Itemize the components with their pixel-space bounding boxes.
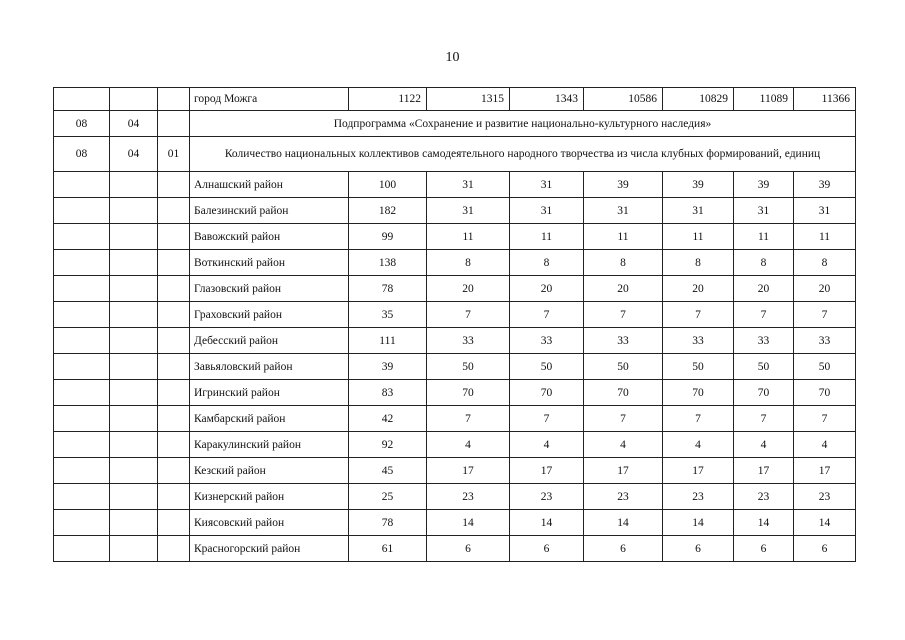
code-cell-1 bbox=[54, 484, 110, 510]
value-cell: 10829 bbox=[663, 88, 734, 111]
code-cell-2 bbox=[110, 88, 158, 111]
table-row bbox=[54, 484, 856, 510]
value-cell: 83 bbox=[349, 380, 427, 406]
value-cell: 39 bbox=[349, 354, 427, 380]
value-cell: 7 bbox=[663, 302, 734, 328]
code-cell-1: 08 bbox=[54, 111, 110, 137]
value-cell: 33 bbox=[510, 328, 584, 354]
value-cell: 61 bbox=[349, 536, 427, 562]
value-cell: 7 bbox=[734, 406, 794, 432]
value-cell: 8 bbox=[794, 250, 856, 276]
value-cell: 70 bbox=[663, 380, 734, 406]
value-cell: 100 bbox=[349, 172, 427, 198]
value-cell: 7 bbox=[510, 302, 584, 328]
value-cell: 33 bbox=[734, 328, 794, 354]
value-cell: 6 bbox=[794, 536, 856, 562]
value-cell: 4 bbox=[663, 432, 734, 458]
table-row bbox=[54, 432, 856, 458]
value-cell: 50 bbox=[510, 354, 584, 380]
table-row bbox=[54, 536, 856, 562]
value-cell: 8 bbox=[510, 250, 584, 276]
code-cell-1 bbox=[54, 510, 110, 536]
code-cell-1 bbox=[54, 250, 110, 276]
code-cell-2 bbox=[110, 276, 158, 302]
value-cell: 20 bbox=[663, 276, 734, 302]
district-name: Игринский район bbox=[190, 380, 349, 406]
value-cell: 11089 bbox=[734, 88, 794, 111]
value-cell: 20 bbox=[734, 276, 794, 302]
code-cell-1 bbox=[54, 224, 110, 250]
value-cell: 50 bbox=[584, 354, 663, 380]
value-cell: 20 bbox=[794, 276, 856, 302]
code-cell-3 bbox=[158, 458, 190, 484]
table-row bbox=[54, 198, 856, 224]
value-cell: 20 bbox=[584, 276, 663, 302]
value-cell: 6 bbox=[734, 536, 794, 562]
table-row bbox=[54, 172, 856, 198]
code-cell-2 bbox=[110, 224, 158, 250]
value-cell: 4 bbox=[734, 432, 794, 458]
value-cell: 50 bbox=[427, 354, 510, 380]
code-cell-3 bbox=[158, 328, 190, 354]
subprogram-title: Подпрограмма «Сохранение и развитие национально-культурного наследия» bbox=[190, 111, 856, 137]
value-cell: 1122 bbox=[349, 88, 427, 111]
value-cell: 7 bbox=[510, 406, 584, 432]
value-cell: 14 bbox=[734, 510, 794, 536]
table-row bbox=[54, 224, 856, 250]
value-cell: 31 bbox=[427, 172, 510, 198]
value-cell: 7 bbox=[734, 302, 794, 328]
value-cell: 14 bbox=[584, 510, 663, 536]
code-cell-2 bbox=[110, 484, 158, 510]
code-cell-1: 08 bbox=[54, 137, 110, 172]
value-cell: 17 bbox=[510, 458, 584, 484]
value-cell: 25 bbox=[349, 484, 427, 510]
value-cell: 33 bbox=[584, 328, 663, 354]
value-cell: 11366 bbox=[794, 88, 856, 111]
value-cell: 1343 bbox=[510, 88, 584, 111]
value-cell: 31 bbox=[663, 198, 734, 224]
value-cell: 23 bbox=[510, 484, 584, 510]
value-cell: 111 bbox=[349, 328, 427, 354]
district-name: Кезский район bbox=[190, 458, 349, 484]
code-cell-3 bbox=[158, 536, 190, 562]
value-cell: 39 bbox=[734, 172, 794, 198]
value-cell: 8 bbox=[584, 250, 663, 276]
value-cell: 99 bbox=[349, 224, 427, 250]
value-cell: 31 bbox=[794, 198, 856, 224]
value-cell: 17 bbox=[584, 458, 663, 484]
table-row-city bbox=[54, 88, 856, 111]
city-name: город Можга bbox=[190, 88, 349, 111]
code-cell-2 bbox=[110, 354, 158, 380]
value-cell: 33 bbox=[427, 328, 510, 354]
district-name: Вавожский район bbox=[190, 224, 349, 250]
district-name: Каракулинский район bbox=[190, 432, 349, 458]
value-cell: 42 bbox=[349, 406, 427, 432]
table-row bbox=[54, 328, 856, 354]
code-cell-1 bbox=[54, 172, 110, 198]
value-cell: 7 bbox=[794, 406, 856, 432]
code-cell-1 bbox=[54, 302, 110, 328]
value-cell: 70 bbox=[584, 380, 663, 406]
district-name: Воткинский район bbox=[190, 250, 349, 276]
value-cell: 17 bbox=[794, 458, 856, 484]
value-cell: 4 bbox=[510, 432, 584, 458]
value-cell: 33 bbox=[663, 328, 734, 354]
code-cell-2 bbox=[110, 172, 158, 198]
code-cell-1 bbox=[54, 88, 110, 111]
code-cell-1 bbox=[54, 354, 110, 380]
value-cell: 14 bbox=[427, 510, 510, 536]
value-cell: 7 bbox=[584, 406, 663, 432]
value-cell: 7 bbox=[663, 406, 734, 432]
value-cell: 33 bbox=[794, 328, 856, 354]
table-row bbox=[54, 250, 856, 276]
district-name: Красногорский район bbox=[190, 536, 349, 562]
indicator-table bbox=[53, 87, 856, 562]
value-cell: 14 bbox=[663, 510, 734, 536]
code-cell-3 bbox=[158, 224, 190, 250]
code-cell-2 bbox=[110, 198, 158, 224]
value-cell: 23 bbox=[427, 484, 510, 510]
code-cell-1 bbox=[54, 406, 110, 432]
code-cell-2: 04 bbox=[110, 111, 158, 137]
code-cell-3 bbox=[158, 302, 190, 328]
value-cell: 6 bbox=[663, 536, 734, 562]
value-cell: 14 bbox=[794, 510, 856, 536]
value-cell: 11 bbox=[734, 224, 794, 250]
code-cell-3 bbox=[158, 510, 190, 536]
value-cell: 31 bbox=[510, 172, 584, 198]
indicator-title: Количество национальных коллективов самодеятельного народного творчества из числа клубных формирований, единиц bbox=[190, 137, 856, 172]
district-name: Кизнерский район bbox=[190, 484, 349, 510]
page-number: 10 bbox=[445, 50, 460, 65]
value-cell: 17 bbox=[427, 458, 510, 484]
table-row bbox=[54, 354, 856, 380]
value-cell: 8 bbox=[663, 250, 734, 276]
district-name: Камбарский район bbox=[190, 406, 349, 432]
value-cell: 11 bbox=[663, 224, 734, 250]
value-cell: 4 bbox=[427, 432, 510, 458]
value-cell: 45 bbox=[349, 458, 427, 484]
code-cell-3 bbox=[158, 432, 190, 458]
code-cell-3 bbox=[158, 484, 190, 510]
value-cell: 31 bbox=[584, 198, 663, 224]
code-cell-2 bbox=[110, 510, 158, 536]
value-cell: 50 bbox=[663, 354, 734, 380]
code-cell-2 bbox=[110, 406, 158, 432]
value-cell: 39 bbox=[663, 172, 734, 198]
code-cell-2 bbox=[110, 250, 158, 276]
value-cell: 7 bbox=[427, 302, 510, 328]
district-name: Глазовский район bbox=[190, 276, 349, 302]
district-name: Алнашский район bbox=[190, 172, 349, 198]
value-cell: 138 bbox=[349, 250, 427, 276]
value-cell: 8 bbox=[734, 250, 794, 276]
table-row bbox=[54, 276, 856, 302]
value-cell: 20 bbox=[510, 276, 584, 302]
value-cell: 92 bbox=[349, 432, 427, 458]
district-name: Киясовский район bbox=[190, 510, 349, 536]
district-name: Завьяловский район bbox=[190, 354, 349, 380]
value-cell: 14 bbox=[510, 510, 584, 536]
table-row bbox=[54, 458, 856, 484]
value-cell: 35 bbox=[349, 302, 427, 328]
table-row-indicator bbox=[54, 137, 856, 172]
code-cell-1 bbox=[54, 536, 110, 562]
value-cell: 31 bbox=[510, 198, 584, 224]
value-cell: 78 bbox=[349, 510, 427, 536]
table-row bbox=[54, 302, 856, 328]
value-cell: 31 bbox=[734, 198, 794, 224]
value-cell: 70 bbox=[794, 380, 856, 406]
value-cell: 4 bbox=[794, 432, 856, 458]
value-cell: 6 bbox=[584, 536, 663, 562]
code-cell-1 bbox=[54, 458, 110, 484]
value-cell: 23 bbox=[584, 484, 663, 510]
table-row bbox=[54, 510, 856, 536]
code-cell-1 bbox=[54, 380, 110, 406]
value-cell: 39 bbox=[584, 172, 663, 198]
value-cell: 70 bbox=[510, 380, 584, 406]
table-row bbox=[54, 380, 856, 406]
code-cell-1 bbox=[54, 276, 110, 302]
code-cell-1 bbox=[54, 198, 110, 224]
value-cell: 20 bbox=[427, 276, 510, 302]
value-cell: 50 bbox=[794, 354, 856, 380]
code-cell-3 bbox=[158, 88, 190, 111]
code-cell-3 bbox=[158, 250, 190, 276]
value-cell: 6 bbox=[427, 536, 510, 562]
code-cell-3 bbox=[158, 354, 190, 380]
code-cell-3: 01 bbox=[158, 137, 190, 172]
value-cell: 7 bbox=[794, 302, 856, 328]
value-cell: 4 bbox=[584, 432, 663, 458]
code-cell-2 bbox=[110, 328, 158, 354]
district-name: Дебесский район bbox=[190, 328, 349, 354]
code-cell-1 bbox=[54, 328, 110, 354]
code-cell-3 bbox=[158, 111, 190, 137]
district-name: Балезинский район bbox=[190, 198, 349, 224]
value-cell: 11 bbox=[794, 224, 856, 250]
value-cell: 7 bbox=[427, 406, 510, 432]
value-cell: 17 bbox=[734, 458, 794, 484]
value-cell: 11 bbox=[427, 224, 510, 250]
code-cell-3 bbox=[158, 380, 190, 406]
code-cell-1 bbox=[54, 432, 110, 458]
value-cell: 11 bbox=[510, 224, 584, 250]
code-cell-3 bbox=[158, 198, 190, 224]
value-cell: 6 bbox=[510, 536, 584, 562]
code-cell-3 bbox=[158, 276, 190, 302]
value-cell: 23 bbox=[734, 484, 794, 510]
table-row-subprogram bbox=[54, 111, 856, 137]
value-cell: 1315 bbox=[427, 88, 510, 111]
value-cell: 39 bbox=[794, 172, 856, 198]
code-cell-2 bbox=[110, 458, 158, 484]
code-cell-2 bbox=[110, 536, 158, 562]
value-cell: 11 bbox=[584, 224, 663, 250]
value-cell: 10586 bbox=[584, 88, 663, 111]
value-cell: 17 bbox=[663, 458, 734, 484]
value-cell: 50 bbox=[734, 354, 794, 380]
code-cell-3 bbox=[158, 172, 190, 198]
value-cell: 78 bbox=[349, 276, 427, 302]
table-row bbox=[54, 406, 856, 432]
code-cell-2: 04 bbox=[110, 137, 158, 172]
value-cell: 182 bbox=[349, 198, 427, 224]
code-cell-2 bbox=[110, 432, 158, 458]
value-cell: 31 bbox=[427, 198, 510, 224]
code-cell-2 bbox=[110, 380, 158, 406]
value-cell: 23 bbox=[794, 484, 856, 510]
district-name: Граховский район bbox=[190, 302, 349, 328]
code-cell-3 bbox=[158, 406, 190, 432]
value-cell: 70 bbox=[734, 380, 794, 406]
value-cell: 23 bbox=[663, 484, 734, 510]
value-cell: 7 bbox=[584, 302, 663, 328]
value-cell: 8 bbox=[427, 250, 510, 276]
value-cell: 70 bbox=[427, 380, 510, 406]
code-cell-2 bbox=[110, 302, 158, 328]
